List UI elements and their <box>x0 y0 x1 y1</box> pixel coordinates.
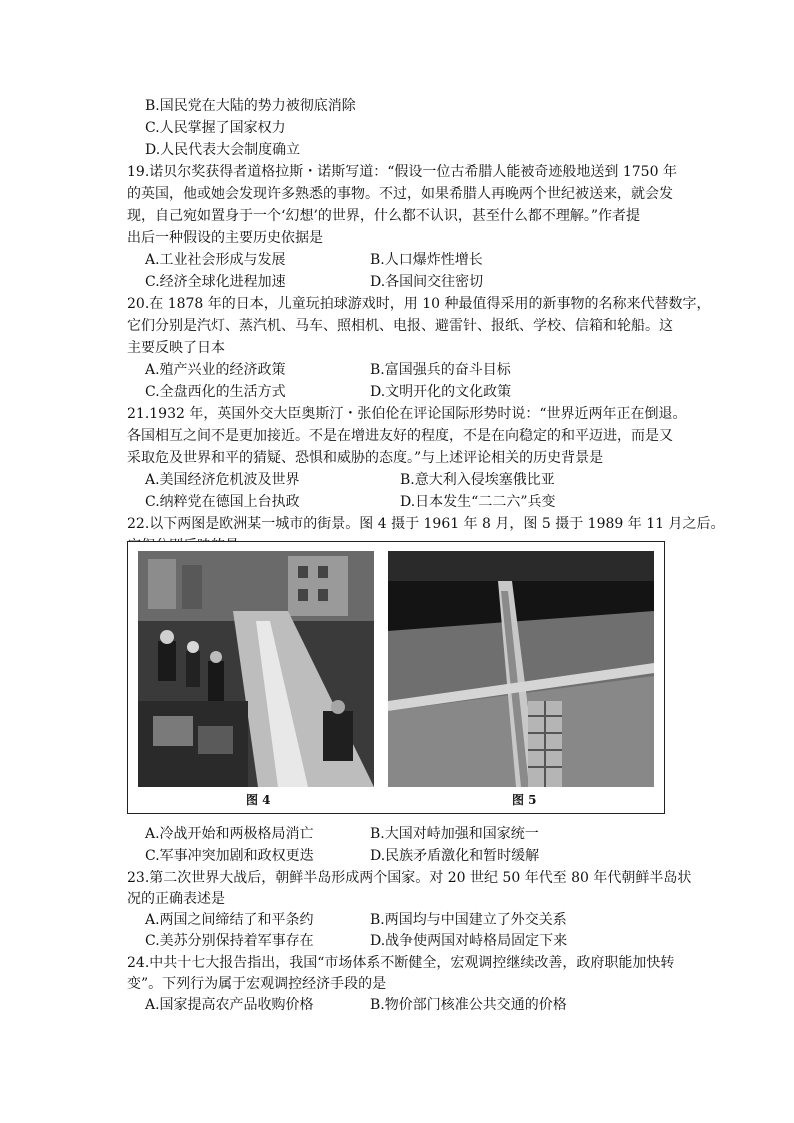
q23-stem-line-1: 23.第二次世界大战后，朝鲜半岛形成两个国家。对 20 世纪 50 年代至 80 年代朝鲜半岛状 <box>127 870 692 886</box>
q21-option-c: C.纳粹党在德国上台执政 <box>145 494 300 510</box>
q20-option-a: A.殖产兴业的经济政策 <box>145 362 286 378</box>
q19-stem-line-2: 的英国，他或她会发现许多熟悉的事物。不过，如果希腊人再晚两个世纪被送来，就会发 <box>127 186 673 202</box>
q23-option-b: B.两国均与中国建立了外交关系 <box>370 912 567 928</box>
q19-option-a: A.工业社会形成与发展 <box>145 252 286 268</box>
q19-stem-line-4: 出后一种假设的主要历史依据是 <box>127 230 323 246</box>
q22-option-b: B.大国对峙加强和国家统一 <box>370 826 539 842</box>
figure-4-photo <box>138 551 374 787</box>
q22-stem-line-1: 22.以下两图是欧洲某一城市的街景。图 4 摄于 1961 年 8 月，图 5 摄于 1989 年 11 月之后。 <box>127 516 725 532</box>
q24-option-b: B.物价部门核准公共交通的价格 <box>370 997 567 1013</box>
figure-5-photo <box>388 551 654 787</box>
q22-option-a: A.冷战开始和两极格局消亡 <box>145 826 314 842</box>
q24-stem-line-1: 24.中共十七大报告指出，我国“市场体系不断健全，宏观调控继续改善，政府职能加快转 <box>127 955 675 971</box>
q21-stem-line-1: 21.1932 年，英国外交大臣奥斯汀・张伯伦在评论国际形势时说：“世界近两年正在倒退。 <box>127 406 687 422</box>
q20-stem-line-3: 主要反映了日本 <box>127 340 225 356</box>
q21-option-b: B.意大利入侵埃塞俄比亚 <box>400 472 555 488</box>
figure-panel <box>127 541 665 814</box>
q20-option-b: B.富国强兵的奋斗目标 <box>370 362 511 378</box>
q21-option-d: D.日本发生“二二六”兵变 <box>400 494 556 510</box>
q18-option-c: C.人民掌握了国家权力 <box>145 120 286 136</box>
figure-5-caption: 图 5 <box>512 793 537 807</box>
q23-option-c: C.美苏分别保持着军事存在 <box>145 933 314 949</box>
q21-option-a: A.美国经济危机波及世界 <box>145 472 300 488</box>
q24-stem-line-2: 变”。下列行为属于宏观调控经济手段的是 <box>127 976 387 992</box>
q19-option-d: D.各国间交往密切 <box>370 274 484 290</box>
q21-stem-line-2: 各国相互之间不是更加接近。不是在增进友好的程度，不是在向稳定的和平迈进，而是又 <box>127 428 673 444</box>
q18-option-b: B.国民党在大陆的势力被彻底消除 <box>145 98 356 114</box>
figure-4-caption: 图 4 <box>246 793 271 807</box>
q21-stem-line-3: 采取危及世界和平的猜疑、恐惧和威胁的态度。”与上述评论相关的历史背景是 <box>127 450 604 466</box>
q22-option-d: D.民族矛盾激化和暂时缓解 <box>370 848 540 864</box>
q22-option-c: C.军事冲突加剧和政权更迭 <box>145 848 314 864</box>
q23-option-d: D.战争使两国对峙格局固定下来 <box>370 933 568 949</box>
q20-stem-line-2: 它们分别是汽灯、蒸汽机、马车、照相机、电报、避雷针、报纸、学校、信箱和轮船。这 <box>127 318 673 334</box>
q19-stem-line-3: 现，自己宛如置身于一个‘幻想’的世界，什么都不认识，甚至什么都不理解。”作者提 <box>127 208 641 224</box>
q24-option-a: A.国家提高农产品收购价格 <box>145 997 314 1013</box>
q20-option-d: D.文明开化的文化政策 <box>370 384 512 400</box>
q19-option-c: C.经济全球化进程加速 <box>145 274 286 290</box>
q19-option-b: B.人口爆炸性增长 <box>370 252 483 268</box>
q19-stem-line-1: 19.诺贝尔奖获得者道格拉斯・诺斯写道：“假设一位古希腊人能被奇迹般地送到 1750 年 <box>127 164 677 180</box>
q18-option-d: D.人民代表大会制度确立 <box>145 142 301 158</box>
q23-option-a: A.两国之间缔结了和平条约 <box>145 912 314 928</box>
q20-option-c: C.全盘西化的生活方式 <box>145 384 286 400</box>
q23-stem-line-2: 况的正确表述是 <box>127 891 225 907</box>
q20-stem-line-1: 20.在 1878 年的日本，儿童玩拍球游戏时，用 10 种最值得采用的新事物的名称来代替数字， <box>127 296 711 312</box>
